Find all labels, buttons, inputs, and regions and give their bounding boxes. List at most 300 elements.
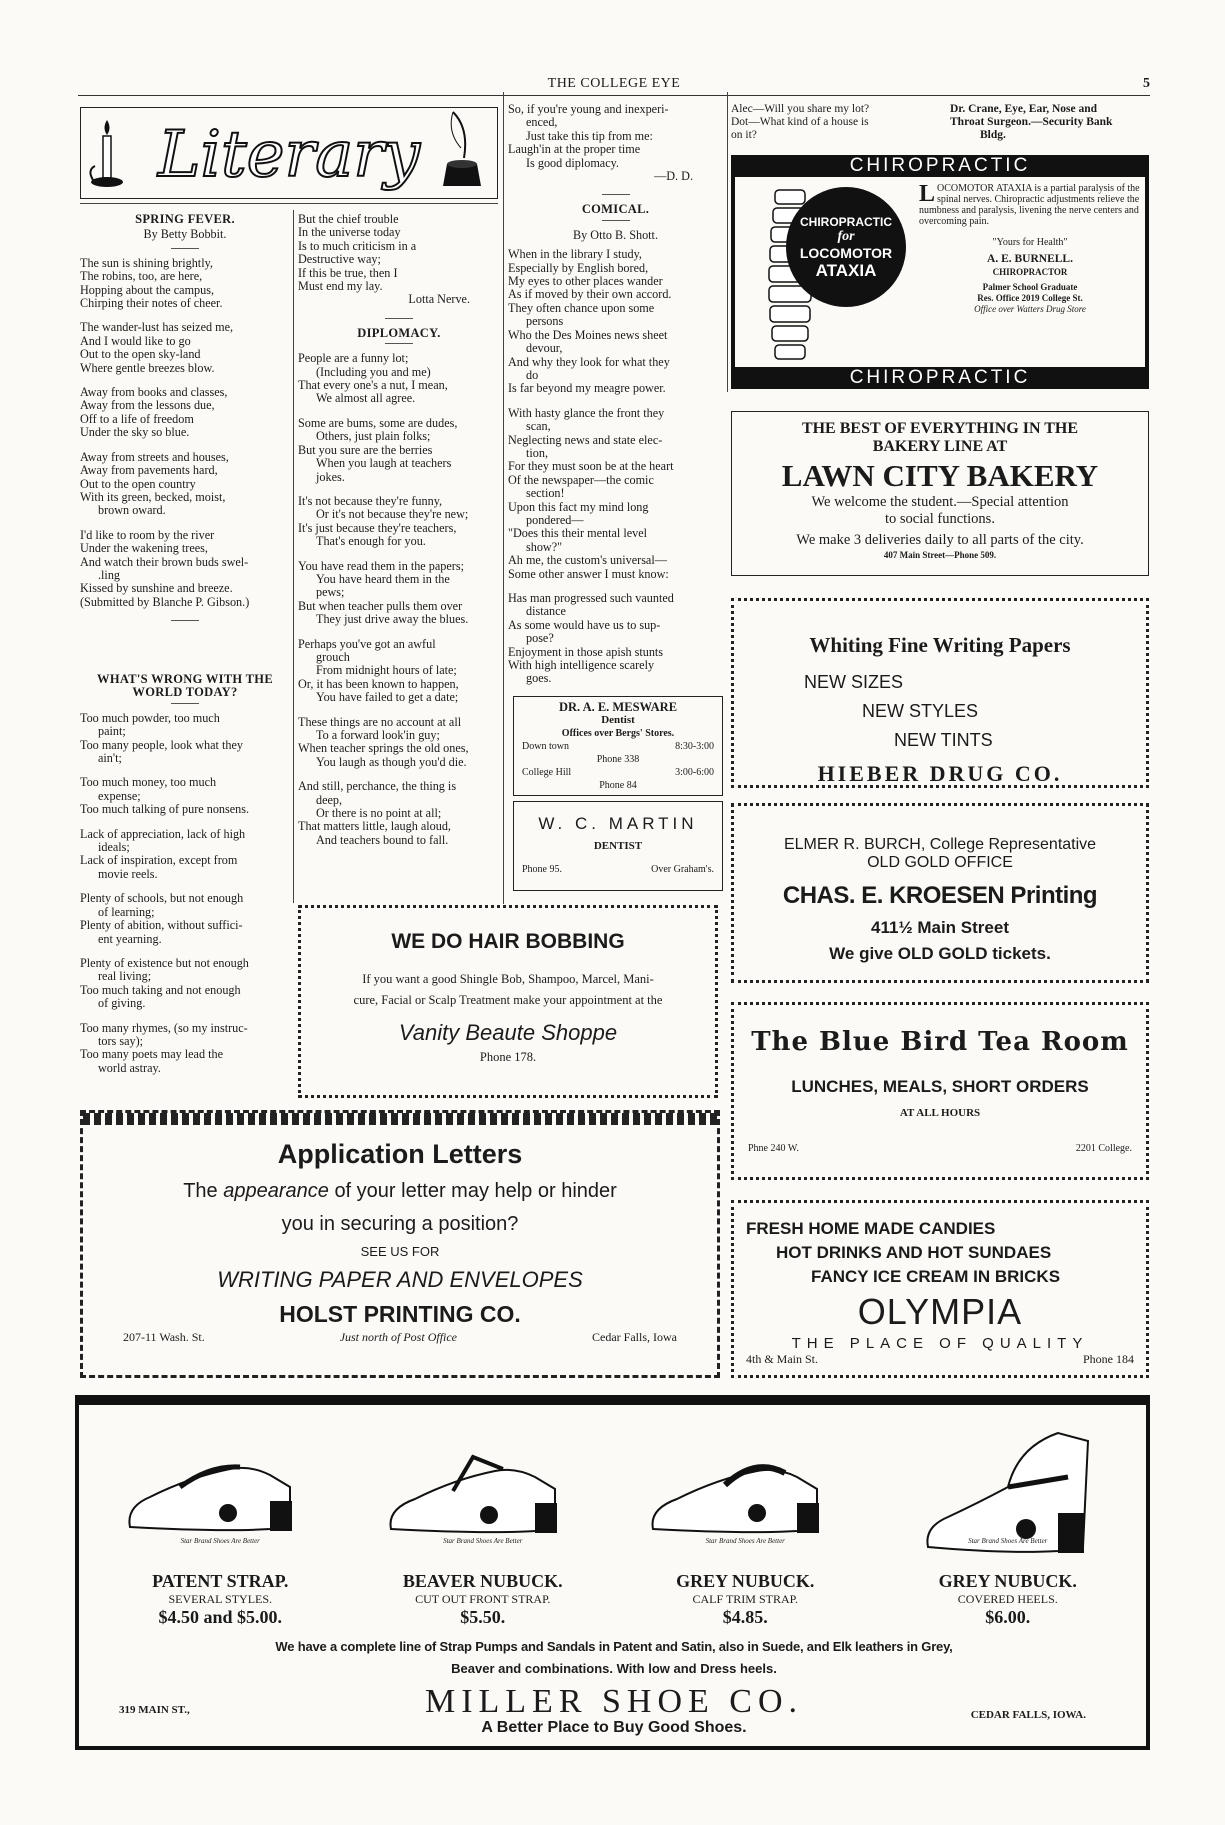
- printer-name: CHAS. E. KROESEN Printing: [782, 882, 1098, 909]
- seal-text: LOCOMOTOR: [799, 245, 893, 261]
- verse-line: tors say);: [98, 1033, 144, 1048]
- verse-line: Too many people, look what they: [80, 737, 243, 752]
- poem-title: WHAT'S WRONG WITH THE WORLD TODAY?: [97, 672, 273, 700]
- verse-line: It's just because they're teachers,: [298, 520, 457, 535]
- verse-line: Away from streets and houses,: [80, 449, 229, 464]
- verse-line: Neglecting news and state elec-: [508, 432, 663, 447]
- poem-signature: Lotta Nerve.: [408, 292, 470, 307]
- ad-line: cure, Facial or Scalp Treatment make your appointment at the: [353, 993, 663, 1007]
- poem-byline: By Betty Bobbit.: [143, 227, 227, 242]
- ad-row: [522, 740, 714, 753]
- stanza: [80, 386, 290, 440]
- ad-line: BAKERY LINE AT: [872, 438, 1008, 455]
- stanza: [508, 592, 723, 686]
- verse-line: ain't;: [98, 751, 122, 766]
- ad-line: to social functions.: [885, 511, 995, 527]
- verse-line: With its green, becked, moist,: [80, 489, 226, 504]
- ad-location: Down town: [522, 741, 569, 752]
- patent-strap-shoe-icon: [120, 1417, 320, 1547]
- hair-bobbing-ad: [298, 905, 718, 1098]
- ad-line: Bldg.: [980, 129, 1006, 141]
- kroesen-ad: [731, 803, 1149, 983]
- ad-title: DENTIST: [593, 840, 643, 852]
- shoe-price: $6.00.: [985, 1607, 1031, 1627]
- shoe-name: PATENT STRAP.: [152, 1571, 289, 1591]
- stanza: [298, 560, 500, 627]
- verse-line: That every one's a nut, I mean,: [298, 378, 448, 393]
- shoe-caption: [105, 1571, 335, 1628]
- verse-line: Kissed by sunshine and breeze.: [80, 581, 233, 596]
- verse-line: Too much talking of pure nonsens.: [80, 802, 250, 817]
- verse-line: With hasty glance the front they: [508, 405, 665, 420]
- ad-name: DR. A. E. MESWARE: [558, 700, 678, 714]
- verse-line: If this be true, then I: [298, 265, 398, 280]
- verse-line: Or there is no point at all;: [316, 806, 442, 821]
- verse-line: Plenty of abition, without suffici-: [80, 918, 243, 933]
- holst-content: [83, 1139, 717, 1345]
- chiro-name: A. E. BURNELL.: [987, 253, 1073, 265]
- verse-line: Away from pavements hard,: [80, 463, 218, 478]
- ad-line: Dr. Crane, Eye, Ear, Nose and: [950, 103, 1098, 115]
- bluebird-ad: [731, 1002, 1149, 1180]
- border: [731, 177, 735, 367]
- ad-row: [734, 1119, 1146, 1154]
- verse-line: brown oward.: [98, 503, 166, 518]
- verse-line: (Including you and me): [316, 364, 431, 379]
- ad-title: Whiting Fine Writing Papers: [809, 633, 1071, 657]
- chiro-body: OCOMOTOR ATAXIA is a partial paralysis of the spinal nerves. Chiropractic adjustments relieve the numbness and paralysis, livening the nerve centers and overcoming pain.: [919, 183, 1140, 227]
- ad-phone: Phone 184: [1083, 1352, 1134, 1366]
- ad-text: appearance: [223, 1180, 329, 1202]
- verse-line: These things are no account at all: [298, 714, 462, 729]
- verse-line: But the chief trouble: [298, 212, 399, 226]
- verse-line: paint;: [98, 724, 126, 739]
- literary-banner: [80, 107, 498, 199]
- ad-line: you in securing a position?: [281, 1213, 519, 1235]
- verse-line: Of the newspaper—the comic: [508, 472, 654, 487]
- verse-line: It's not because they're funny,: [298, 493, 443, 508]
- verse-line: Or it's not because they're new;: [316, 507, 469, 522]
- store-name: OLYMPIA: [857, 1291, 1023, 1332]
- chiro-text: [919, 183, 1141, 315]
- verse-line: With high intelligence scarely: [508, 658, 655, 673]
- ad-line: LUNCHES, MEALS, SHORT ORDERS: [791, 1077, 1089, 1096]
- ad-line: HOT DRINKS AND HOT SUNDAES: [776, 1243, 1052, 1262]
- verse-line: To a forward look'in guy;: [316, 728, 440, 742]
- shoe-caption: [893, 1571, 1123, 1628]
- olympia-ad: [731, 1200, 1149, 1378]
- tearoom-name: The Blue Bird Tea Room: [751, 1027, 1129, 1057]
- chiro-quote: "Yours for Health": [992, 237, 1068, 248]
- verse-line: In the universe today: [298, 225, 401, 240]
- ad-line: Beaver and combinations. With low and Dress heels.: [451, 1661, 777, 1676]
- stanza: [80, 257, 290, 311]
- verse-line: distance: [526, 604, 566, 619]
- shoe-price: $4.85.: [722, 1607, 768, 1627]
- verse-line: Some other answer I must know:: [508, 566, 669, 581]
- verse-line: enced,: [526, 115, 558, 130]
- verse-line: tion,: [526, 445, 549, 460]
- stanza: [80, 321, 290, 375]
- ad-title: Application Letters: [277, 1139, 523, 1169]
- verse-line: When in the library I study,: [508, 247, 642, 262]
- printer-name: HOLST PRINTING CO.: [279, 1301, 521, 1327]
- ad-line: THE BEST OF EVERYTHING IN THE: [801, 420, 1079, 437]
- stanza: [298, 352, 500, 406]
- shoe-name: BEAVER NUBUCK.: [402, 1571, 563, 1591]
- poem-signature: —D. D.: [654, 169, 693, 184]
- verse-line: Upon this fact my mind long: [508, 499, 649, 514]
- verse-line: As if moved by their own accord.: [508, 287, 672, 302]
- verse-line: Lack of appreciation, lack of high: [80, 826, 246, 841]
- verse-line: But when teacher pulls them over: [298, 598, 463, 613]
- joke-line: Dot—What kind of a house is: [731, 116, 869, 128]
- verse-line: From midnight hours of late;: [316, 663, 457, 678]
- stanza: [508, 103, 723, 183]
- newspaper-title: THE COLLEGE EYE: [547, 76, 681, 91]
- ad-line: FRESH HOME MADE CANDIES: [746, 1219, 996, 1238]
- poem-title: COMICAL.: [581, 202, 650, 217]
- verse-line: People are a funny lot;: [298, 351, 409, 366]
- verse-line: grouch: [316, 649, 350, 664]
- verse-line: Plenty of existence but not enough: [80, 955, 249, 970]
- verse-line: pews;: [316, 585, 345, 600]
- verse-line: deep,: [316, 792, 343, 807]
- ad-line: We have a complete line of Strap Pumps and Sandals in Patent and Satin, also in Suede, and Elk leathers in Grey,: [275, 1639, 953, 1654]
- ad-line: 411½ Main Street: [871, 918, 1009, 937]
- tagline: A Better Place to Buy Good Shoes.: [481, 1719, 747, 1736]
- stanza: [80, 957, 290, 1011]
- border: [79, 1399, 1146, 1405]
- verse-line: Away from the lessons due,: [80, 398, 215, 413]
- verse-line: The robins, too, are here,: [80, 269, 203, 284]
- divider: [171, 703, 199, 704]
- verse-line: Too much taking and not enough: [80, 982, 241, 997]
- bakery-address: 407 Main Street—Phone 509.: [883, 550, 997, 560]
- verse-line: real living;: [98, 969, 152, 984]
- ad-address: 207-11 Wash. St.: [123, 1330, 205, 1344]
- ad-text: The: [183, 1180, 218, 1202]
- banner-text: CHIROPRACTIC: [849, 155, 1031, 176]
- verse-line: Others, just plain folks;: [316, 429, 431, 444]
- ad-line: OLD GOLD OFFICE: [867, 854, 1013, 871]
- stanza: [80, 712, 290, 766]
- martin-ad: [513, 801, 723, 891]
- shoe-tag: Star Brand Shoes Are Better: [705, 1537, 785, 1545]
- poem-byline: By Otto B. Shott.: [573, 227, 658, 242]
- divider: [171, 248, 199, 249]
- poem-title: DIPLOMACY.: [357, 325, 441, 340]
- verse-line: Enjoyment in those apish stunts: [508, 644, 664, 659]
- verse-line: Or, it has been known to happen,: [298, 676, 459, 691]
- literary-title: Literary: [157, 118, 421, 192]
- shoe-price: $4.50 and $5.00.: [158, 1607, 283, 1627]
- ad-row: [746, 1352, 1134, 1367]
- verse-line: Who the Des Moines news sheet: [508, 327, 668, 342]
- ad-line: AT ALL HOURS: [899, 1107, 981, 1119]
- poem-title: SPRING FEVER.: [135, 212, 235, 226]
- shoe-tag: Star Brand Shoes Are Better: [180, 1537, 260, 1545]
- verse-line: Laugh'in at the proper time: [508, 142, 641, 157]
- whats-wrong-poem: [80, 673, 290, 1086]
- verse-line: Too many rhymes, (so my instruc-: [80, 1020, 248, 1035]
- stanza: [80, 1022, 290, 1076]
- divider: [385, 343, 413, 344]
- verse-line: Is good diplomacy.: [526, 155, 619, 170]
- ad-phone: Phone 84: [599, 780, 637, 791]
- bakery-ad: [731, 411, 1149, 576]
- verse-line: Some are bums, some are dudes,: [298, 415, 458, 430]
- verse-line: devour,: [526, 341, 563, 356]
- ad-line: [83, 1180, 717, 1203]
- shoe-desc: CALF TRIM STRAP.: [692, 1592, 798, 1606]
- verse-line: .ling: [98, 567, 121, 582]
- ad-location: College Hill: [522, 767, 572, 778]
- verse-line: ent yearning.: [98, 931, 162, 946]
- verse-line: And I would like to go: [80, 333, 191, 348]
- verse-line: You have read them in the papers;: [298, 558, 464, 573]
- page-number: 5: [1143, 76, 1150, 91]
- store-name: HIEBER DRUG CO.: [817, 761, 1063, 786]
- verse-line: You laugh as though you'd die.: [316, 754, 467, 769]
- verse-line: And still, perchance, the thing is: [298, 779, 457, 794]
- ad-phone: Phone 338: [596, 754, 640, 765]
- verse-line: My eyes to other places wander: [508, 274, 663, 289]
- verse-line: They often chance upon some: [508, 300, 655, 315]
- ad-phone: Phne 240 W.: [748, 1143, 799, 1154]
- ad-address: 319 MAIN ST.,: [119, 1704, 190, 1716]
- verse-line: Out to the open sky-land: [80, 347, 201, 362]
- chiro-res: Res. Office 2019 College St.: [977, 293, 1083, 303]
- literary-banner-art: [81, 108, 496, 197]
- verse-line: For they must soon be at the heart: [508, 459, 674, 474]
- ad-title: Dentist: [601, 714, 635, 726]
- verse-line: Too many poets may lead the: [80, 1047, 223, 1062]
- verse-line: Has man progressed such vaunted: [508, 591, 674, 605]
- verse-line: But you sure are the berries: [298, 442, 433, 457]
- verse-line: persons: [526, 314, 564, 329]
- verse-line: Plenty of schools, but not enough: [80, 891, 244, 906]
- stanza: [80, 828, 290, 882]
- shoe-desc: COVERED HEELS.: [957, 1592, 1058, 1606]
- shoe-caption: [368, 1571, 598, 1628]
- stanza: [80, 529, 290, 609]
- shoe-desc: CUT OUT FRONT STRAP.: [415, 1592, 551, 1606]
- verse-line: pose?: [526, 631, 554, 646]
- chiro-bottom-banner: [731, 367, 1149, 389]
- verse-line: You have heard them in the: [316, 571, 450, 586]
- ad-phone: Phone 178.: [479, 1050, 537, 1064]
- column-divider: [727, 92, 728, 392]
- ad-line: We welcome the student.—Special attention: [811, 494, 1069, 510]
- verse-line: jokes.: [316, 469, 345, 484]
- dropcap: L: [919, 181, 936, 207]
- column-divider: [293, 210, 294, 903]
- verse-line: The wander-lust has seized me,: [80, 320, 234, 335]
- shoe-tag: Star Brand Shoes Are Better: [968, 1537, 1048, 1545]
- shoe-price: $5.50.: [460, 1607, 506, 1627]
- shoe-tags: [89, 1537, 1139, 1545]
- candle-icon: [90, 120, 123, 187]
- verse-line: of learning;: [98, 904, 155, 919]
- verse-line: When teacher springs the old ones,: [298, 741, 469, 756]
- ad-address: 2201 College.: [1075, 1143, 1132, 1154]
- verse-line: And watch their brown buds swel-: [80, 554, 249, 569]
- mesware-ad: [513, 696, 723, 796]
- ad-title: WE DO HAIR BOBBING: [391, 930, 625, 953]
- verse-line: section!: [526, 486, 565, 501]
- verse-line: Perhaps you've got an awful: [298, 636, 436, 651]
- verse-line: That's enough for you.: [316, 534, 426, 549]
- verse-line: They just drive away the blues.: [316, 612, 469, 627]
- chiro-office: Office over Watters Drug Store: [974, 304, 1086, 314]
- stanza: [298, 780, 500, 847]
- chiropractic-ad: [731, 155, 1149, 393]
- verse-line: ideals;: [98, 840, 130, 855]
- seal-text: ATAXIA: [815, 261, 877, 280]
- verse-line: Too much money, too much: [80, 775, 217, 790]
- verse-line: As some would have us to sup-: [508, 617, 661, 632]
- joke-line: Alec—Will you share my lot?: [731, 103, 870, 115]
- verse-line: pondered—: [526, 512, 584, 527]
- stanza: [298, 213, 500, 307]
- verse-line: Especially by English bored,: [508, 260, 649, 275]
- verse-line: That matters little, laugh aloud,: [298, 819, 451, 834]
- verse-line: do: [526, 367, 539, 382]
- chiro-top-banner: [731, 155, 1149, 177]
- shoe-name: GREY NUBUCK.: [676, 1571, 815, 1591]
- stanza: [80, 892, 290, 946]
- verse-line: Where gentle breezes blow.: [80, 360, 215, 375]
- seal-text: for: [837, 229, 855, 244]
- stanza: [80, 776, 290, 816]
- stanza: [80, 451, 290, 518]
- ad-line: NEW TINTS: [894, 730, 993, 750]
- divider: [171, 620, 199, 621]
- divider: [602, 194, 630, 195]
- ad-line: NEW STYLES: [862, 701, 979, 721]
- verse-line: The sun is shining brightly,: [80, 255, 213, 270]
- verse-line: So, if you're young and inexperi-: [508, 102, 669, 116]
- shoe-captions: [89, 1571, 1139, 1628]
- shoe-tag: Star Brand Shoes Are Better: [443, 1537, 523, 1545]
- miller-shoe-ad: [75, 1395, 1150, 1750]
- joke-line: on it?: [731, 129, 757, 141]
- ad-offices: Offices over Bergs' Stores.: [561, 728, 675, 739]
- ad-line: FANCY ICE CREAM IN BRICKS: [811, 1267, 1061, 1286]
- chief-trouble-poem: [298, 213, 500, 858]
- page-header: [78, 74, 1150, 96]
- verse-line: Out to the open country: [80, 476, 196, 491]
- chiro-title: CHIROPRACTOR: [992, 267, 1068, 277]
- ad-phone: Phone 95.: [522, 864, 562, 875]
- verse-line: Is far beyond my meagre power.: [508, 381, 666, 396]
- shoe-desc: SEVERAL STYLES.: [168, 1592, 273, 1606]
- divider: [385, 318, 413, 319]
- spring-fever-poem: [80, 213, 290, 629]
- ad-row: [522, 864, 714, 875]
- ad-city: CEDAR FALLS, IOWA.: [970, 1709, 1086, 1721]
- ad-line: SEE US FOR: [360, 1244, 440, 1259]
- verse-line: Lack of inspiration, except from: [80, 853, 238, 868]
- grey-nubuck-strap-shoe-icon: [645, 1417, 845, 1547]
- verse-line: Away from books and classes,: [80, 385, 228, 400]
- border: [1145, 177, 1149, 367]
- shoe-caption: [630, 1571, 860, 1628]
- store-name: MILLER SHOE CO.: [424, 1683, 804, 1720]
- ad-line: We give OLD GOLD tickets.: [829, 944, 1051, 963]
- ad-line: WRITING PAPER AND ENVELOPES: [217, 1267, 583, 1292]
- ad-row: [83, 1328, 717, 1345]
- verse-line: goes.: [526, 671, 552, 686]
- verse-line: You have failed to get a date;: [316, 690, 459, 705]
- ad-line: We make 3 deliveries daily to all parts of the city.: [796, 532, 1084, 548]
- verse-line: expense;: [98, 788, 141, 803]
- holst-ad: [80, 1110, 720, 1378]
- ad-row: [522, 766, 714, 779]
- chiro-school: Palmer School Graduate: [982, 282, 1078, 292]
- ad-name: W. C. MARTIN: [538, 814, 698, 833]
- stanza: [298, 716, 500, 770]
- alec-joke: [731, 103, 941, 142]
- ad-address: 4th & Main St.: [746, 1352, 819, 1366]
- verse-line: And why they look for what they: [508, 354, 670, 369]
- ad-hours: 3:00-6:00: [675, 767, 714, 778]
- verse-line: Chirping their notes of cheer.: [80, 296, 223, 311]
- verse-line: When you laugh at teachers: [316, 456, 452, 471]
- bakery-name: LAWN CITY BAKERY: [781, 458, 1099, 493]
- ad-city: Cedar Falls, Iowa: [592, 1330, 677, 1344]
- verse-line: Hopping about the campus,: [80, 282, 215, 297]
- verse-line: scan,: [526, 419, 551, 434]
- hieber-ad: [731, 598, 1149, 788]
- verse-line: world astray.: [98, 1060, 161, 1075]
- verse-line: (Submitted by Blanche P. Gibson.): [80, 594, 250, 609]
- verse-line: Ah me, the custom's universal—: [508, 553, 667, 568]
- stanza: [298, 417, 500, 484]
- shop-name: Vanity Beaute Shoppe: [398, 1020, 618, 1045]
- ad-line: If you want a good Shingle Bob, Shampoo, Marcel, Mani-: [362, 972, 654, 986]
- verse-line: Off to a life of freedom: [80, 411, 194, 426]
- chiro-seal: [786, 187, 906, 307]
- verse-line: Is to much criticism in a: [298, 238, 417, 253]
- verse-line: "Does this their mental level: [508, 526, 648, 541]
- verse-line: movie reels.: [98, 866, 158, 881]
- verse-line: Under the sky so blue.: [80, 425, 190, 440]
- ad-line: NEW SIZES: [804, 672, 904, 692]
- seal-text: CHIROPRACTIC: [800, 215, 892, 229]
- column-divider: [503, 92, 504, 904]
- divider: [602, 220, 630, 221]
- verse-line: And teachers bound to fall.: [316, 832, 449, 847]
- verse-line: Must end my lay.: [298, 279, 383, 294]
- comical-column: [508, 103, 723, 697]
- verse-line: show?": [526, 539, 563, 554]
- inkwell-quill-icon: [443, 112, 481, 186]
- ad-line: ELMER R. BURCH, College Representative: [783, 836, 1097, 853]
- crane-ad: [950, 103, 1155, 142]
- beaver-nubuck-shoe-icon: [383, 1417, 583, 1547]
- ad-text: of your letter may help or hinder: [334, 1180, 617, 1202]
- stanza: [298, 638, 500, 705]
- verse-line: I'd like to room by the river: [80, 527, 215, 542]
- ad-line: Throat Surgeon.—Security Bank: [950, 116, 1113, 128]
- verse-line: We almost all agree.: [316, 391, 416, 406]
- stanza: [298, 495, 500, 549]
- tagline: THE PLACE OF QUALITY: [791, 1335, 1089, 1352]
- verse-line: Destructive way;: [298, 252, 381, 267]
- ad-note: Just north of Post Office: [339, 1330, 458, 1344]
